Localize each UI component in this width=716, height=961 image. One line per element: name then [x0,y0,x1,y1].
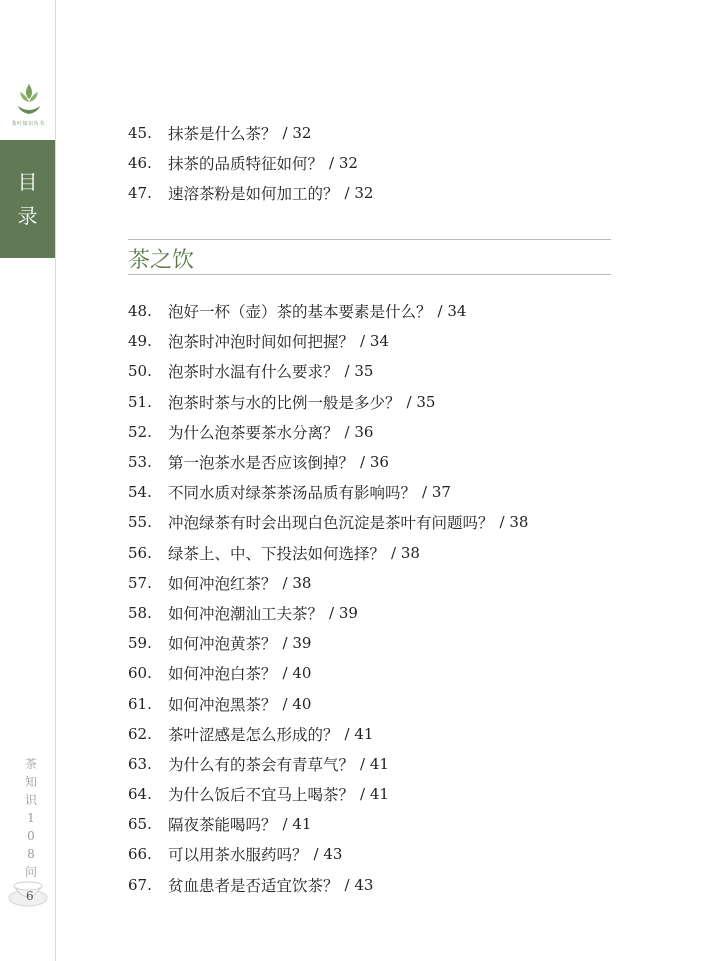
toc-entry[interactable] [128,296,688,326]
toc-entry[interactable] [128,118,688,148]
entry-number: 59. [128,634,152,653]
toc-entry[interactable] [128,477,688,507]
entry-number: 67. [128,875,152,894]
entry-page: / 35 [406,392,436,411]
toc-entry[interactable] [128,417,688,447]
entry-title: 如何冲泡黑茶？ [168,695,277,714]
entry-title: 为什么饭后不宜马上喝茶？ [168,786,355,805]
entry-title: 为什么有的茶会有青草气？ [168,755,355,774]
toc-entry[interactable] [128,628,688,658]
entry-title: 冲泡绿茶有时会出现白色沉淀是茶叶有问题吗？ [168,514,494,533]
entry-number: 51. [128,392,152,411]
entry-number: 54. [128,483,152,502]
entry-number: 48. [128,302,152,321]
entry-number: 53. [128,453,152,472]
section-tab-char: 录 [17,204,38,228]
series-title-char: 茶 [24,757,37,771]
entry-title: 泡茶时水温有什么要求？ [168,363,339,382]
entry-page: / 34 [437,302,467,321]
toc-entry[interactable] [128,598,688,628]
entry-title: 不同水质对绿茶茶汤品质有影响吗？ [168,484,417,503]
entry-page: / 36 [344,422,374,441]
section-heading [128,239,611,275]
toc-entry[interactable] [128,839,688,869]
entry-number: 47. [128,184,152,203]
toc-entry[interactable] [128,326,688,356]
left-margin [0,0,56,961]
entry-title: 泡茶时冲泡时间如何把握？ [168,333,355,352]
toc-entry[interactable] [128,779,688,809]
toc-list-main [128,296,688,900]
entry-number: 50. [128,362,152,381]
toc-entry[interactable] [128,447,688,477]
entry-page: / 39 [329,603,358,622]
entry-title: 第一泡茶水是否应该倒掉？ [168,454,355,473]
entry-title: 隔夜茶能喝吗？ [168,816,277,835]
entry-page: / 32 [344,184,374,203]
toc-entry[interactable] [128,688,688,718]
entry-title: 为什么泡茶要茶水分离？ [168,423,339,442]
entry-title: 泡茶时茶与水的比例一般是多少？ [168,393,401,412]
entry-title: 如何冲泡黄茶？ [168,635,277,654]
entry-page: / 32 [282,124,312,143]
series-title-char: 识 [24,793,37,807]
logo-text: 茶叶知识丛书 [11,121,45,127]
entry-number: 66. [128,845,152,864]
series-title-vertical [24,755,38,881]
entry-title: 绿茶上、中、下投法如何选择？ [168,544,386,563]
tea-leaf-logo-icon [14,82,44,118]
entry-page: / 38 [391,543,420,562]
toc-entry[interactable] [128,870,688,900]
entry-page: / 35 [344,362,374,381]
entry-number: 65. [128,815,152,834]
entry-page: / 41 [360,754,389,773]
toc-entry[interactable] [128,148,688,178]
toc-entry[interactable] [128,507,688,537]
entry-title: 抹茶的品质特征如何？ [168,155,324,174]
entry-number: 58. [128,603,152,622]
entry-page: / 40 [282,664,312,683]
series-title-char: 1 [27,811,35,825]
entry-title: 泡好一杯（壶）茶的基本要素是什么？ [168,303,432,322]
entry-number: 49. [128,332,152,351]
entry-page: / 43 [313,845,343,864]
entry-title: 如何冲泡潮汕工夫茶？ [168,604,324,623]
entry-page: / 41 [282,815,312,834]
entry-title: 速溶茶粉是如何加工的？ [168,185,339,204]
entry-number: 55. [128,513,152,532]
entry-title: 抹茶是什么茶？ [168,125,277,144]
entry-number: 63. [128,754,152,773]
section-tab-char: 目 [17,170,38,194]
toc-entry[interactable] [128,538,688,568]
page-number: 6 [26,889,34,903]
entry-page: / 32 [329,154,358,173]
section-tab-contents [0,140,55,258]
entry-page: / 43 [344,875,374,894]
entry-number: 52. [128,422,152,441]
series-title-char: 8 [27,847,35,861]
entry-title: 如何冲泡白茶？ [168,665,277,684]
entry-page: / 34 [360,332,389,351]
toc-entry[interactable] [128,387,688,417]
series-title-char: 问 [24,865,37,879]
entry-page: / 40 [282,694,312,713]
entry-title: 如何冲泡红茶？ [168,574,277,593]
entry-title: 茶叶涩感是怎么形成的？ [168,725,339,744]
toc-entry[interactable] [128,568,688,598]
entry-title: 可以用茶水服药吗？ [168,846,308,865]
entry-number: 64. [128,785,152,804]
entry-page: / 37 [422,483,451,502]
series-title-char: 知 [24,775,37,789]
toc-entry[interactable] [128,749,688,779]
entry-number: 45. [128,124,152,143]
entry-number: 60. [128,664,152,683]
entry-page: / 41 [344,724,374,743]
entry-number: 57. [128,573,152,592]
section-heading-text: 茶之饮 [128,248,195,273]
entry-page: / 38 [282,573,312,592]
toc-list-top [128,118,688,209]
toc-entry[interactable] [128,719,688,749]
entry-number: 61. [128,694,152,713]
entry-number: 46. [128,154,152,173]
toc-entry[interactable] [128,809,688,839]
toc-entry[interactable] [128,658,688,688]
entry-page: / 36 [360,453,389,472]
entry-page: / 38 [499,513,529,532]
toc-entry[interactable] [128,178,688,208]
entry-title: 贫血患者是否适宜饮茶？ [168,876,339,895]
toc-entry[interactable] [128,356,688,386]
entry-page: / 41 [360,785,389,804]
entry-number: 56. [128,543,152,562]
entry-number: 62. [128,724,152,743]
series-title-char: 0 [27,829,35,843]
entry-page: / 39 [282,634,312,653]
